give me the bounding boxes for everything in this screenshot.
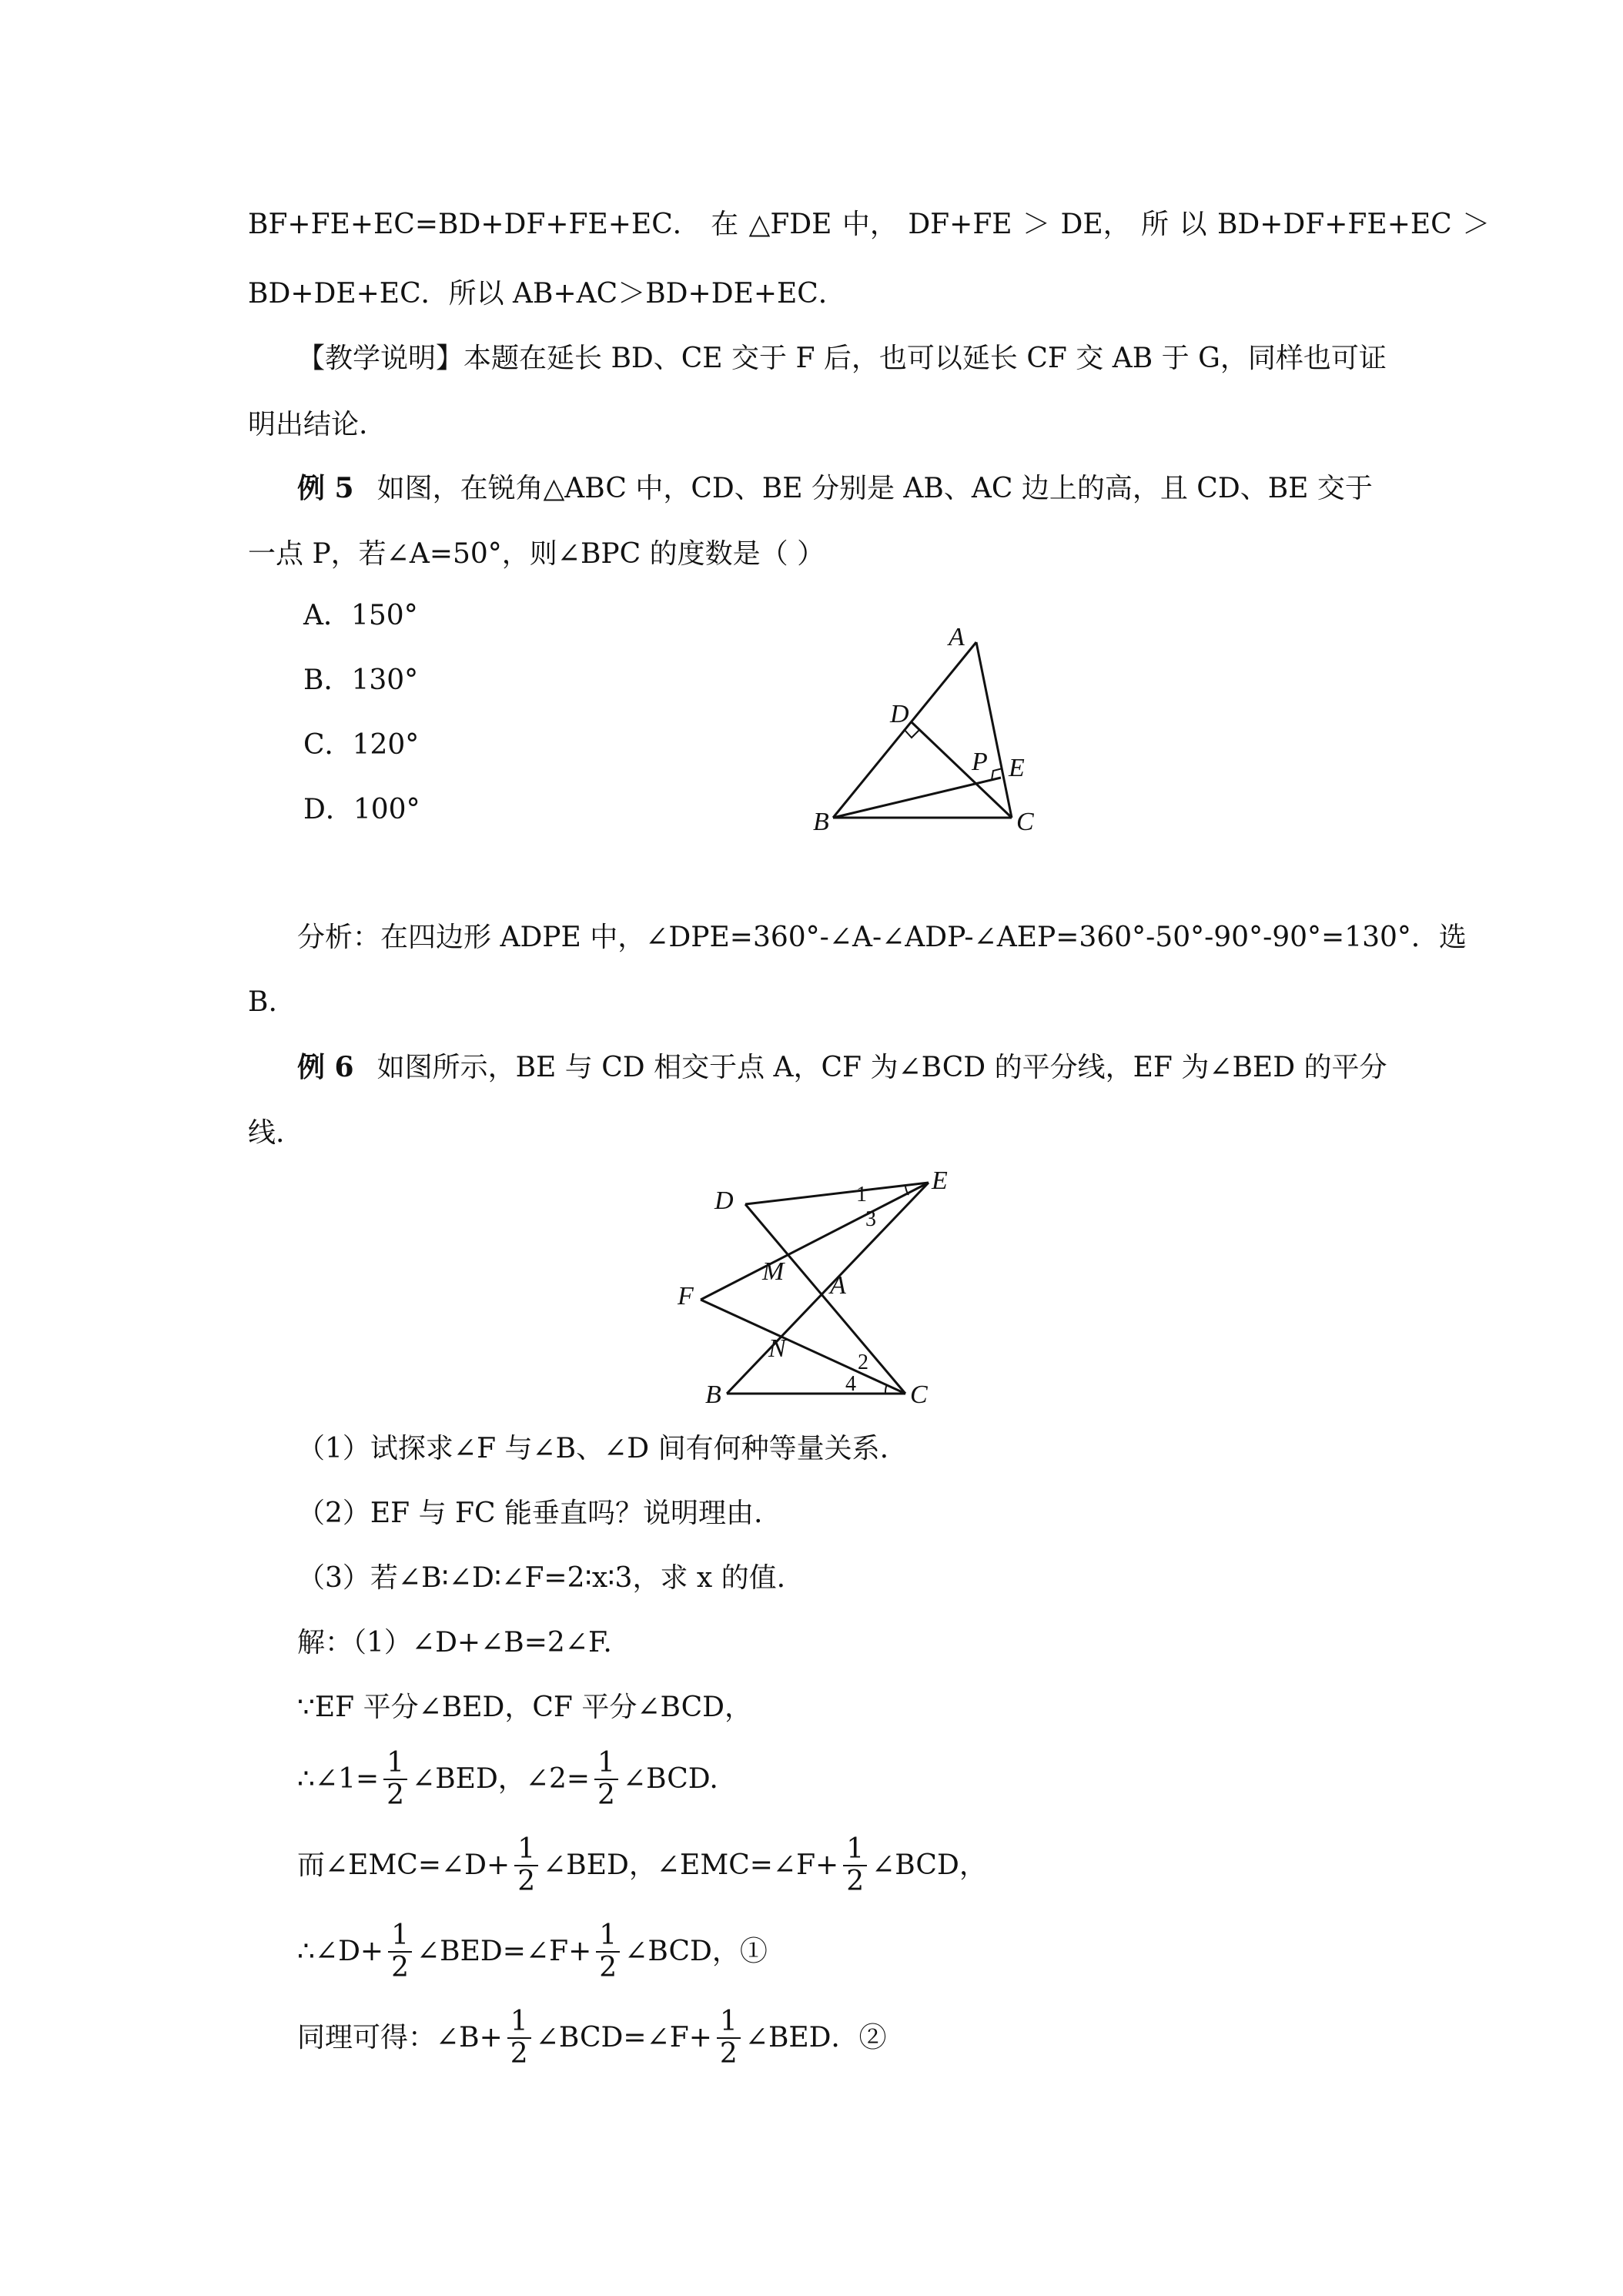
fraction-one-half: $\frac{1}{2}$ [388, 1920, 412, 1983]
label-c: C [910, 1381, 928, 1409]
label-d: D [714, 1186, 734, 1215]
fraction-one-half: $\frac{1}{2}$ [843, 1834, 867, 1897]
label-4: 4 [845, 1372, 856, 1396]
label-c: C [1016, 808, 1034, 836]
segment-de [745, 1183, 929, 1204]
solution-6-text-a: 同理可得：∠B+ [297, 2022, 503, 2053]
fraction-one-half: $\frac{1}{2}$ [596, 1920, 620, 1983]
fraction-one-half: $\frac{1}{2}$ [383, 1748, 407, 1811]
solution-4-text-c: ∠BCD， [872, 1849, 987, 1881]
question-3: （3）若∠B∶∠D∶∠F=2∶x∶3，求 x 的值. [297, 1562, 786, 1594]
solution-line-6 [297, 2008, 887, 2071]
solution-line-3 [297, 1749, 718, 1812]
fraction-one-half: $\frac{1}{2}$ [507, 2006, 531, 2070]
solution-line-1: 解：（1）∠D+∠B=2∠F. [297, 1627, 612, 1658]
proof-line-1: BF+FE+EC=BD+DF+FE+EC． 在 △FDE 中， DF+FE ＞ DE， 所 以 BD+DF+FE+EC ＞ [248, 209, 1491, 240]
label-a: A [949, 623, 965, 651]
solution-6-text-c: ∠BED．② [745, 2022, 887, 2053]
option-a: A．150° [303, 600, 418, 631]
teaching-note-line-1: 【教学说明】本题在延长 BD、CE 交于 F 后，也可以延长 CF 交 AB 于 G，同样也可证 [297, 343, 1387, 374]
solution-5-text-b: ∠BED=∠F+ [417, 1936, 592, 1967]
fraction-one-half: $\frac{1}{2}$ [594, 1748, 618, 1811]
segment-be [727, 1183, 929, 1394]
label-f: F [678, 1282, 694, 1310]
option-b: B．130° [303, 664, 419, 696]
solution-3-text-a: ∴∠1= [297, 1763, 380, 1795]
label-d: D [890, 700, 909, 728]
label-n: N [768, 1334, 786, 1363]
solution-line-4 [297, 1833, 987, 1899]
label-e: E [1009, 754, 1025, 782]
proof-line-2: BD+DE+EC．所以 AB+AC＞BD+DE+EC． [248, 278, 846, 310]
fraction-one-half: $\frac{1}{2}$ [514, 1834, 538, 1897]
segment-fe [701, 1183, 929, 1300]
option-d: D．100° [303, 794, 420, 825]
label-1: 1 [856, 1183, 867, 1207]
solution-3-text-b: ∠BED，∠2= [412, 1763, 591, 1795]
fraction-one-half: $\frac{1}{2}$ [717, 2006, 741, 2070]
example6-label: 例 6 [297, 1051, 354, 1083]
solution-line-2: ∵EF 平分∠BED，CF 平分∠BCD， [297, 1692, 753, 1723]
option-c: C．120° [303, 729, 420, 761]
solution-4-text-b: ∠BED，∠EMC=∠F+ [543, 1849, 839, 1881]
label-e: E [932, 1166, 948, 1195]
solution-3-text-c: ∠BCD. [622, 1763, 718, 1795]
solution-4-text-a: 而∠EMC=∠D+ [297, 1849, 510, 1881]
label-p: P [972, 748, 988, 776]
solution-6-text-b: ∠BCD=∠F+ [535, 2022, 712, 2053]
example6-text-1: 如图所示，BE 与 CD 相交于点 A，CF 为∠BCD 的平分线，EF 为∠BED 的平分 [376, 1052, 1387, 1083]
question-2: （2）EF 与 FC 能垂直吗？说明理由. [297, 1498, 763, 1529]
example5-text-1: 如图，在锐角△ABC 中，CD、BE 分别是 AB、AC 边上的高，且 CD、BE 交于 [376, 473, 1373, 504]
label-a: A [830, 1271, 846, 1300]
example6-line-2: 线. [248, 1117, 285, 1149]
label-m: M [762, 1257, 785, 1286]
question-1: （1）试探求∠F 与∠B、∠D 间有何种等量关系. [297, 1433, 889, 1464]
example5-line-2: 一点 P，若∠A=50°，则∠BPC 的度数是（ ） [248, 538, 825, 570]
example5-label: 例 5 [297, 472, 354, 504]
analysis-line-2: B. [248, 986, 277, 1018]
solution-line-5 [297, 1919, 768, 1985]
label-b: B [813, 808, 829, 836]
label-2: 2 [858, 1350, 868, 1374]
label-3: 3 [865, 1207, 876, 1231]
solution-5-text-a: ∴∠D+ [297, 1936, 384, 1967]
teaching-note-line-2: 明出结论. [248, 409, 368, 440]
solution-5-text-c: ∠BCD，① [624, 1936, 768, 1967]
label-b: B [705, 1381, 721, 1409]
analysis-line-1: 分析：在四边形 ADPE 中，∠DPE=360°-∠A-∠ADP-∠AEP=360°-50°-90°-90°=130°．选 [297, 922, 1467, 953]
